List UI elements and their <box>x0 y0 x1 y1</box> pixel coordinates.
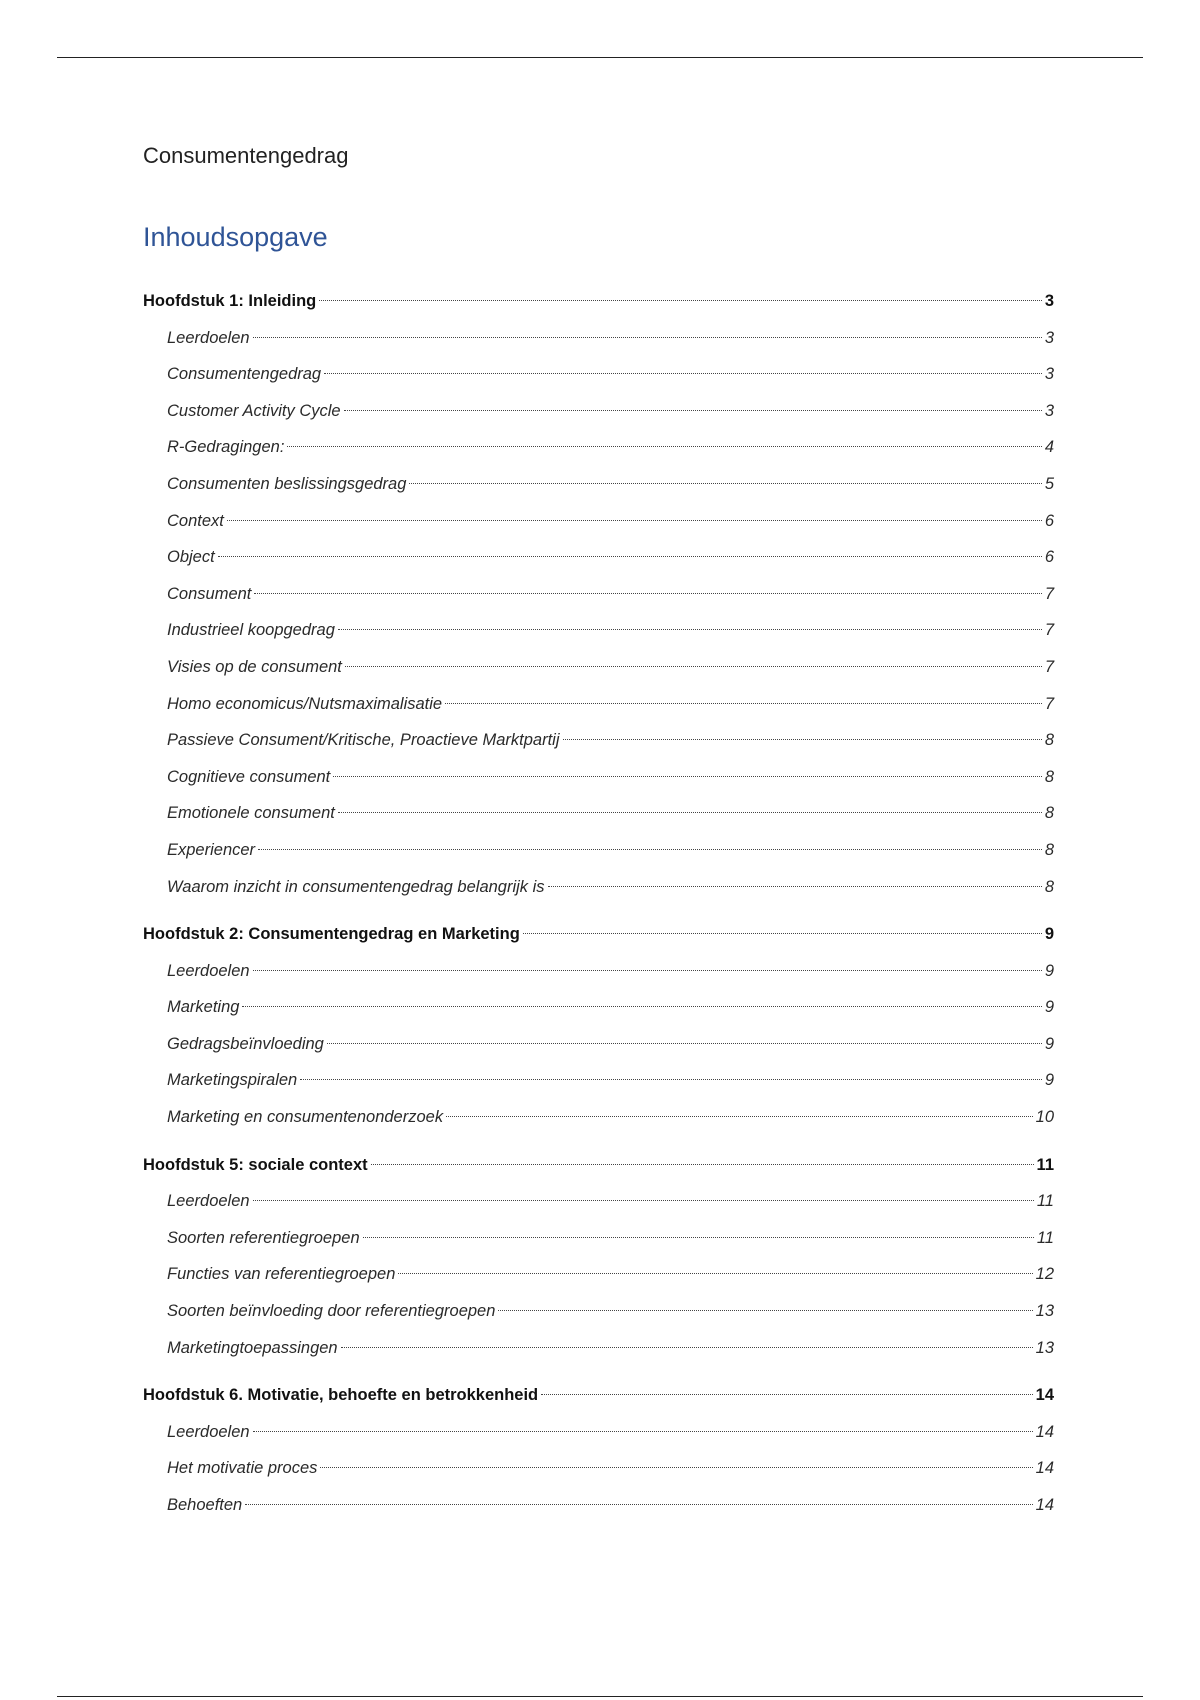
toc-section-entry[interactable] <box>143 1487 1054 1524</box>
toc-page-number: 14 <box>1035 1386 1054 1405</box>
toc-entry-text: Hoofdstuk 1: Inleiding <box>143 292 317 310</box>
toc-entry-text: Waarom inzicht in consumentengedrag belangrijk is <box>167 877 545 896</box>
toc-page-number: 9 <box>1044 1034 1054 1053</box>
toc-entry-text: R-Gedragingen: <box>167 438 285 457</box>
toc-page-number: 11 <box>1036 1192 1054 1211</box>
toc-page-number: 3 <box>1044 365 1054 384</box>
toc-entry-text: Leerdoelen <box>167 1422 250 1441</box>
toc-dot-leader <box>446 1116 1033 1117</box>
toc-dot-leader <box>258 849 1042 850</box>
toc-chapter-entry[interactable] <box>143 1377 1054 1414</box>
toc-page-number: 10 <box>1035 1108 1054 1127</box>
toc-dot-leader <box>341 1347 1033 1348</box>
toc-chapter-entry[interactable] <box>143 916 1054 953</box>
toc-section-entry[interactable] <box>143 795 1054 832</box>
toc-dot-leader <box>319 300 1042 301</box>
toc-entry-text: Context <box>167 511 224 530</box>
toc-dot-leader <box>300 1079 1042 1080</box>
toc-section-entry[interactable] <box>143 869 1054 906</box>
toc-page-number: 3 <box>1044 328 1054 347</box>
toc-heading: Inhoudsopgave <box>143 222 328 252</box>
toc-dot-leader <box>344 410 1042 411</box>
toc-page-number: 13 <box>1035 1302 1054 1321</box>
toc-dot-leader <box>320 1467 1032 1468</box>
toc-section-entry[interactable] <box>143 686 1054 723</box>
footer-rule <box>57 1696 1143 1697</box>
toc-section-entry[interactable] <box>143 393 1054 430</box>
toc-page-number: 8 <box>1044 840 1054 859</box>
toc-page-number: 11 <box>1036 1228 1054 1247</box>
toc-page-number: 6 <box>1044 548 1054 567</box>
toc-entry-text: Soorten beïnvloeding door referentiegroepen <box>167 1302 496 1321</box>
toc-page-number: 8 <box>1044 731 1054 750</box>
toc-entry-text: Leerdoelen <box>167 328 250 347</box>
toc-entry-text: Visies op de consument <box>167 657 342 676</box>
toc-page-number: 7 <box>1044 621 1054 640</box>
toc-entry-text: Marketing <box>167 998 240 1017</box>
toc-entry-text: Hoofdstuk 2: Consumentengedrag en Marketing <box>143 925 520 944</box>
toc-page-number: 7 <box>1044 657 1054 676</box>
toc-chapter-entry[interactable] <box>143 283 1054 320</box>
toc-dot-leader <box>498 1310 1032 1311</box>
toc-section-entry[interactable] <box>143 953 1054 990</box>
toc-dot-leader <box>287 446 1041 447</box>
toc-page-number: 6 <box>1044 511 1054 530</box>
toc-dot-leader <box>254 593 1041 594</box>
toc-dot-leader <box>541 1394 1033 1395</box>
table-of-contents <box>143 283 1054 1524</box>
toc-dot-leader <box>548 886 1042 887</box>
toc-entry-text: Consument <box>167 584 252 603</box>
toc-section-entry[interactable] <box>143 649 1054 686</box>
toc-section-entry[interactable] <box>143 1450 1054 1487</box>
toc-entry-text: Hoofdstuk 5: sociale context <box>143 1155 368 1174</box>
toc-entry-text: Consumenten beslissingsgedrag <box>167 474 407 493</box>
toc-entry-text: Emotionele consument <box>167 804 335 823</box>
toc-section-entry[interactable] <box>143 1293 1054 1330</box>
toc-page-number: 14 <box>1035 1496 1054 1514</box>
toc-section-entry[interactable] <box>143 356 1054 393</box>
toc-entry-text: Customer Activity Cycle <box>167 401 341 420</box>
toc-section-entry[interactable] <box>143 1414 1054 1451</box>
toc-dot-leader <box>363 1237 1034 1238</box>
toc-page-number: 14 <box>1035 1459 1054 1478</box>
toc-entry-text: Industrieel koopgedrag <box>167 621 335 640</box>
toc-page-number: 9 <box>1044 1071 1054 1090</box>
toc-page-number: 14 <box>1035 1422 1054 1441</box>
toc-section-entry[interactable] <box>143 320 1054 357</box>
toc-page-number: 3 <box>1044 401 1054 420</box>
toc-entry-text: Het motivatie proces <box>167 1459 318 1478</box>
toc-entry-text: Consumentengedrag <box>167 365 322 384</box>
toc-dot-leader <box>345 666 1042 667</box>
toc-entry-text: Marketingspiralen <box>167 1071 298 1090</box>
toc-section-entry[interactable] <box>143 612 1054 649</box>
toc-page-number: 7 <box>1044 584 1054 603</box>
toc-section-entry[interactable] <box>143 989 1054 1026</box>
toc-dot-leader <box>338 812 1042 813</box>
toc-dot-leader <box>398 1273 1032 1274</box>
toc-section-entry[interactable] <box>143 466 1054 503</box>
toc-dot-leader <box>253 337 1042 338</box>
toc-dot-leader <box>245 1504 1032 1505</box>
toc-entry-text: Cognitieve consument <box>167 767 331 786</box>
toc-page-number: 13 <box>1035 1338 1054 1357</box>
toc-section-entry[interactable] <box>143 429 1054 466</box>
toc-section-entry[interactable] <box>143 722 1054 759</box>
toc-chapter-entry[interactable] <box>143 1147 1054 1184</box>
toc-page-number: 8 <box>1044 877 1054 896</box>
toc-entry-text: Leerdoelen <box>167 1192 250 1211</box>
toc-page-number: 9 <box>1044 925 1054 944</box>
toc-dot-leader <box>523 933 1042 934</box>
toc-entry-text: Behoeften <box>167 1496 243 1514</box>
toc-entry-text: Marketingtoepassingen <box>167 1338 338 1357</box>
toc-section-entry[interactable] <box>143 1183 1054 1220</box>
toc-dot-leader <box>218 556 1042 557</box>
toc-dot-leader <box>409 483 1041 484</box>
toc-section-entry[interactable] <box>143 832 1054 869</box>
toc-entry-text: Soorten referentiegroepen <box>167 1228 360 1247</box>
toc-dot-leader <box>371 1164 1034 1165</box>
toc-entry-text: Functies van referentiegroepen <box>167 1265 396 1284</box>
toc-section-entry[interactable] <box>143 1220 1054 1257</box>
toc-entry-text: Homo economicus/Nutsmaximalisatie <box>167 694 443 713</box>
toc-page-number: 12 <box>1035 1265 1054 1284</box>
toc-section-entry[interactable] <box>143 1330 1054 1367</box>
toc-section-entry[interactable] <box>143 1062 1054 1099</box>
toc-dot-leader <box>324 373 1042 374</box>
toc-page-number: 8 <box>1044 804 1054 823</box>
toc-entry-text: Hoofdstuk 6. Motivatie, behoefte en betrokkenheid <box>143 1386 539 1405</box>
toc-dot-leader <box>327 1043 1042 1044</box>
toc-entry-text: Gedragsbeïnvloeding <box>167 1034 324 1053</box>
toc-page-number: 8 <box>1044 767 1054 786</box>
toc-entry-text: Object <box>167 548 215 567</box>
header-rule <box>57 57 1143 58</box>
toc-section-entry[interactable] <box>143 1099 1054 1136</box>
toc-dot-leader <box>445 703 1042 704</box>
toc-page-number: 3 <box>1044 292 1054 310</box>
toc-page-number: 9 <box>1044 998 1054 1017</box>
toc-entry-text: Experiencer <box>167 840 256 859</box>
toc-page-number: 9 <box>1044 961 1054 980</box>
toc-page-number: 5 <box>1044 474 1054 493</box>
toc-section-entry[interactable] <box>143 759 1054 796</box>
toc-dot-leader <box>253 970 1042 971</box>
toc-dot-leader <box>253 1200 1034 1201</box>
toc-dot-leader <box>338 629 1042 630</box>
toc-section-entry[interactable] <box>143 1256 1054 1293</box>
toc-dot-leader <box>563 739 1042 740</box>
toc-dot-leader <box>242 1006 1041 1007</box>
toc-page-number: 4 <box>1044 438 1054 457</box>
toc-section-entry[interactable] <box>143 503 1054 540</box>
toc-entry-text: Passieve Consument/Kritische, Proactieve Marktpartij <box>167 731 560 750</box>
toc-section-entry[interactable] <box>143 1026 1054 1063</box>
toc-page-number: 11 <box>1036 1155 1054 1174</box>
toc-dot-leader <box>333 776 1042 777</box>
toc-section-entry[interactable] <box>143 576 1054 613</box>
toc-page-number: 7 <box>1044 694 1054 713</box>
toc-dot-leader <box>253 1431 1033 1432</box>
toc-entry-text: Marketing en consumentenonderzoek <box>167 1108 444 1127</box>
toc-entry-text: Leerdoelen <box>167 961 250 980</box>
toc-dot-leader <box>227 520 1042 521</box>
toc-section-entry[interactable] <box>143 539 1054 576</box>
document-title: Consumentengedrag <box>143 143 349 168</box>
